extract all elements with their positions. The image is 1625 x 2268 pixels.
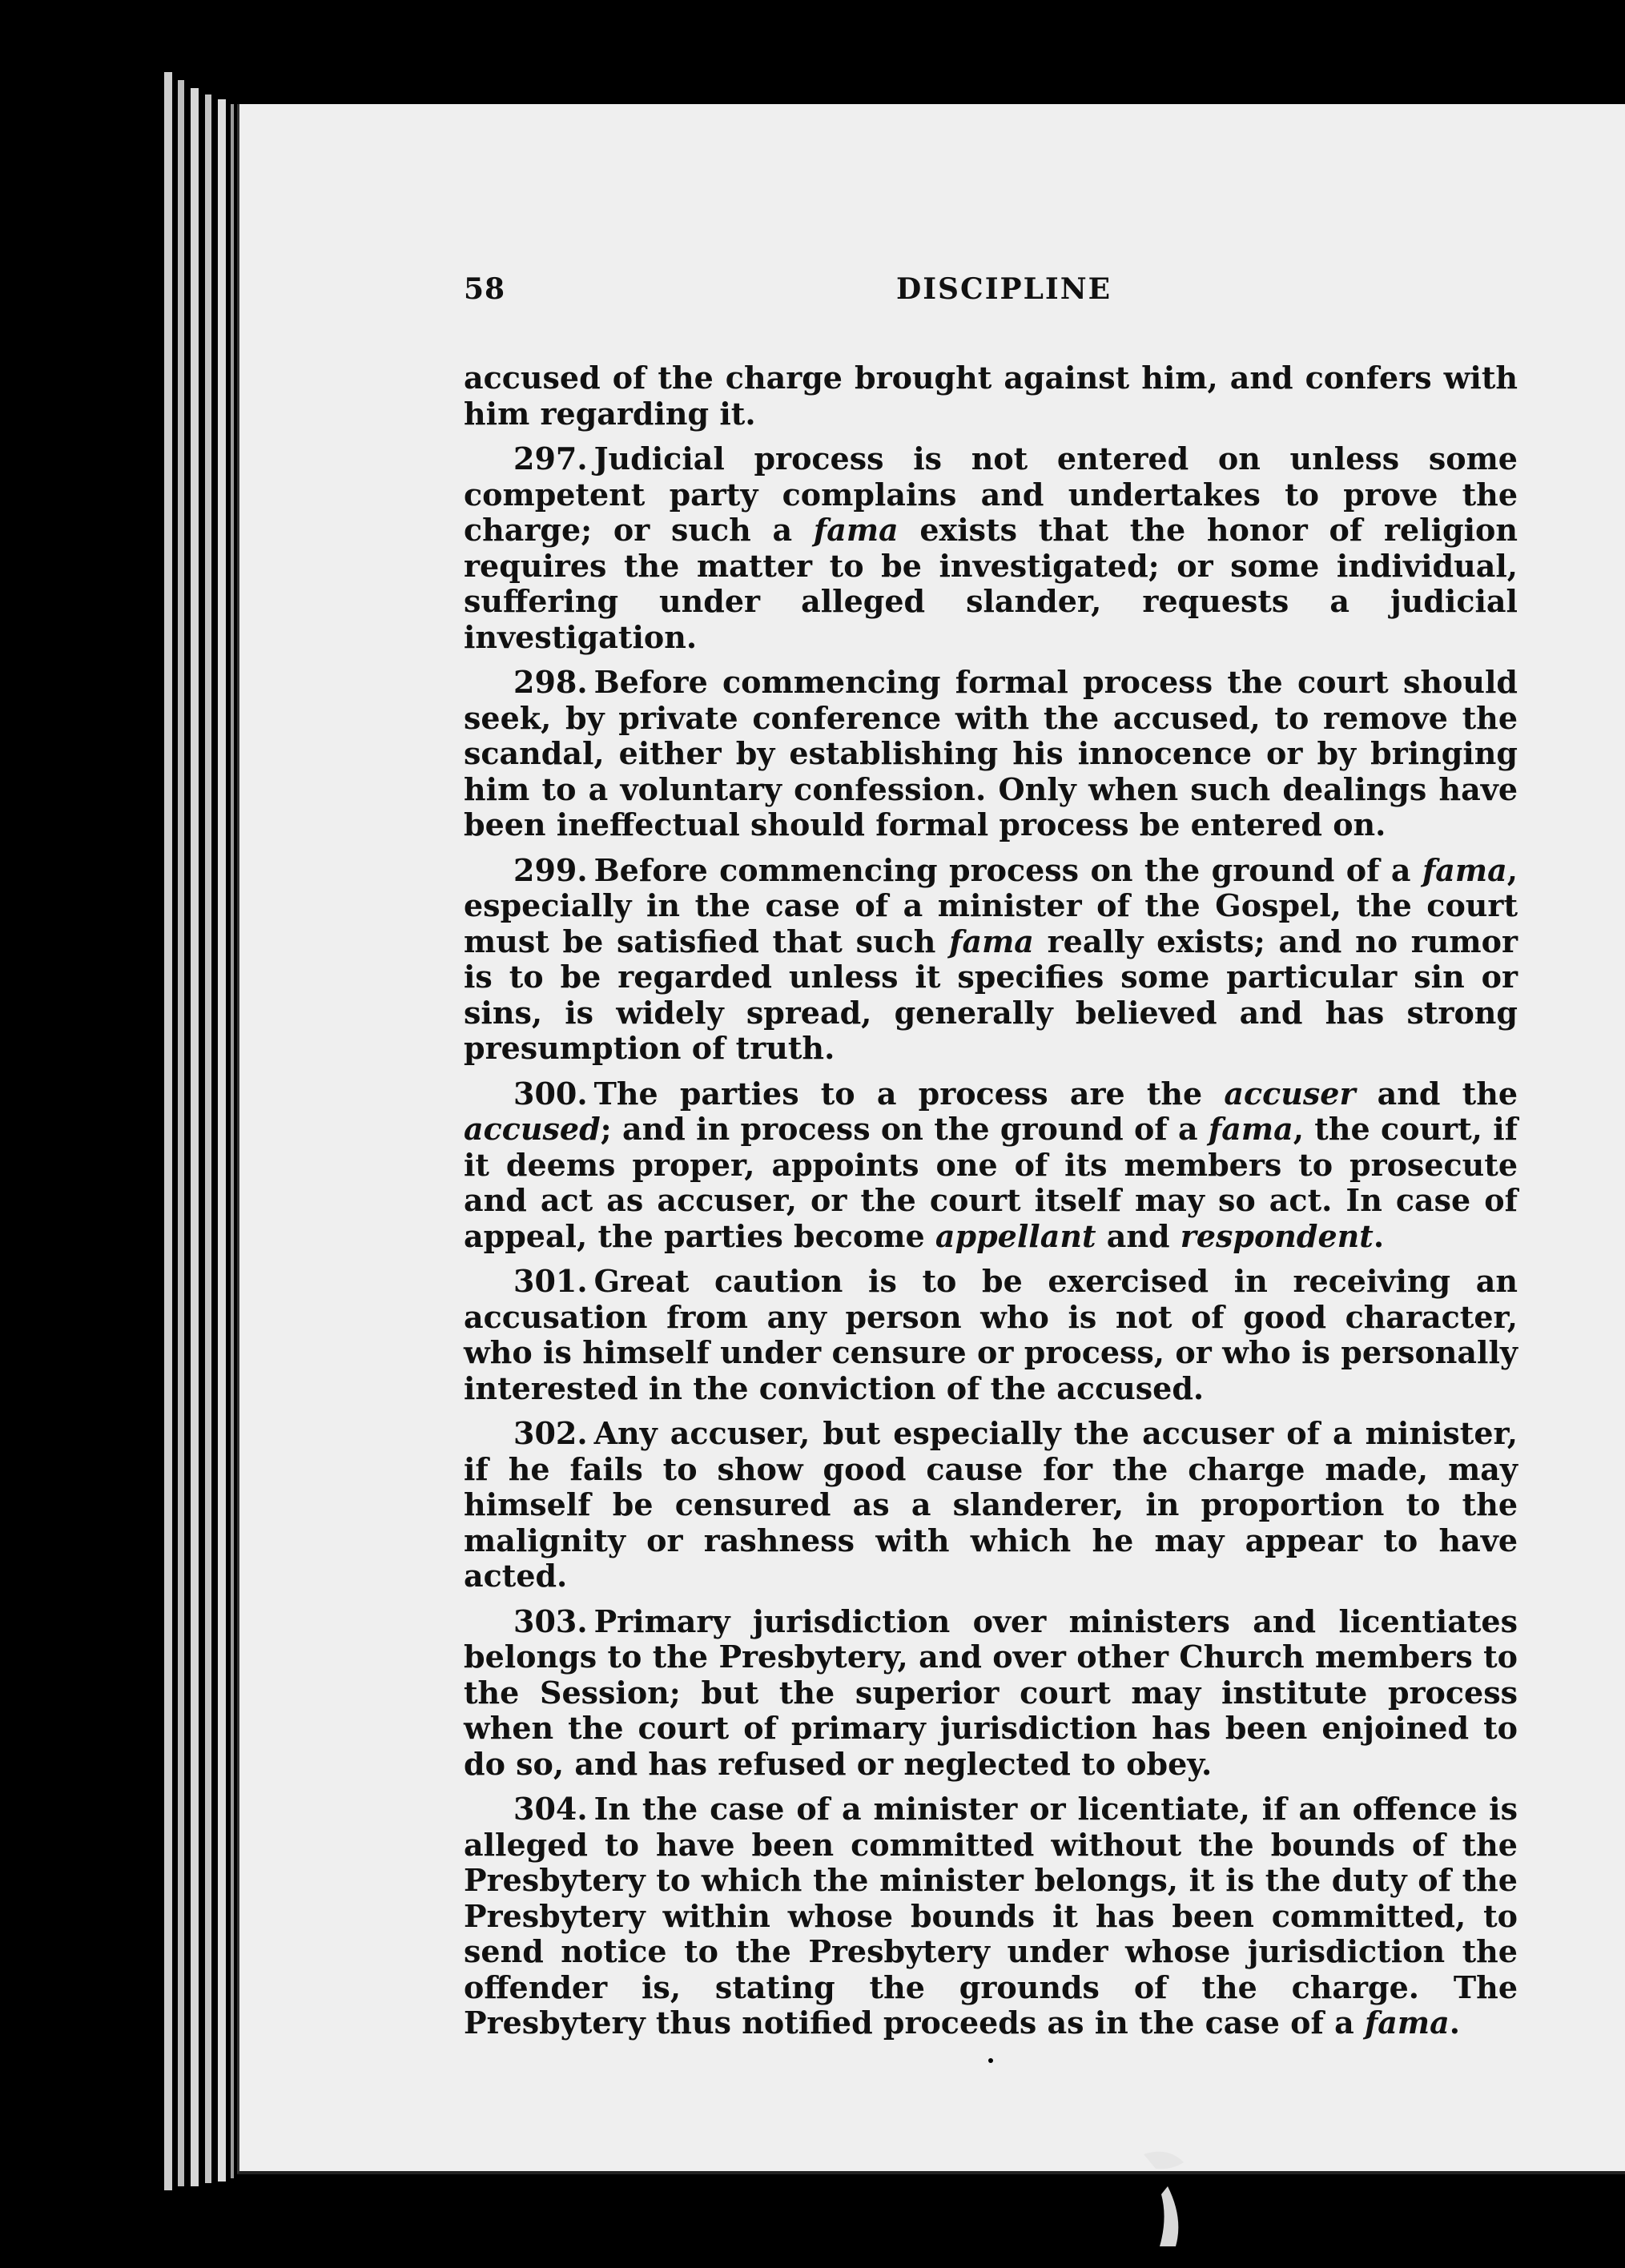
section-text: and the <box>1355 1075 1518 1112</box>
scan-speck <box>988 2058 993 2063</box>
book-page <box>237 104 1625 2174</box>
section-text: The parties to a process are the <box>593 1075 1225 1112</box>
scan-artifact <box>1112 2146 1208 2250</box>
section-paragraph <box>464 665 1518 843</box>
italic-term: fama <box>813 512 899 548</box>
italic-term: fama <box>1208 1111 1293 1147</box>
section-number: 303. <box>513 1602 588 1639</box>
section-text: , especially in the case of a minister of the Gospel, the court must be satisfied that such <box>464 851 1518 959</box>
section-text: Primary jurisdiction over ministers and licentiates belongs to the Presbytery, and over other Church members to the Session; but the superior court may institute process when the court of primary jurisdiction has been enjoined to do so, and has refused or neglected to obey. <box>464 1602 1518 1782</box>
section-number: 300. <box>513 1075 588 1112</box>
running-title: DISCIPLINE <box>896 272 1112 306</box>
italic-term: accused <box>464 1111 601 1147</box>
italic-term: fama <box>1422 851 1507 888</box>
section-text: , the court, if it deems proper, appoints one of its members to prosecute and act as accuser, or the court itself may so act. In case of appeal, the parties become <box>464 1111 1518 1254</box>
section-paragraph <box>464 853 1518 1067</box>
italic-term: appellant <box>935 1217 1096 1254</box>
page-edge <box>231 104 234 2178</box>
section-paragraph <box>464 1604 1518 1783</box>
italic-term: fama <box>949 923 1034 959</box>
page-edge <box>205 94 211 2183</box>
section-text: Great caution is to be exercised in receiving an accusation from any person who is not of good character, who is himself under censure or process, or who is personally interested in the conviction of the accused. <box>464 1263 1518 1406</box>
lead-paragraph: accused of the charge brought against him, and confers with him regarding it. <box>464 360 1518 432</box>
italic-term: respondent <box>1180 1217 1374 1254</box>
section-number: 301. <box>513 1263 588 1299</box>
section-text: really exists; and no rumor is to be regarded unless it specifies some particular sin or sins, is widely spread, generally believed and has strong presumption of truth. <box>464 923 1518 1066</box>
running-header <box>464 272 1625 320</box>
page-edge <box>191 88 199 2186</box>
section-text: exists that the honor of religion requires the matter to be investigated; or some individual, suffering under alleged slander, requests a judicial investigation. <box>464 512 1518 655</box>
section-text: and <box>1096 1217 1181 1254</box>
section-text: . <box>1373 1217 1385 1254</box>
section-text: Judicial process is not entered on unless some competent party complains and undertakes to prove the charge; or such a <box>464 440 1518 548</box>
section-text: In the case of a minister or licentiate, if an offence is alleged to have been committed without the bounds of the Presbytery to which the minister belongs, it is the duty of the Presbytery within whose bounds it has been committed, to send notice to the Presbytery under whose jurisdiction the offender is, stating the grounds of the charge. The Presbytery thus notified proceeds as in the case of a <box>464 1791 1518 2041</box>
section-paragraph <box>464 1076 1518 1255</box>
section-paragraph <box>464 1416 1518 1594</box>
section-paragraph <box>464 1264 1518 1406</box>
italic-term: fama <box>1364 2005 1450 2041</box>
page-number: 58 <box>464 272 506 306</box>
section-text: . <box>1449 2005 1460 2041</box>
section-number: 302. <box>513 1415 588 1451</box>
section-number: 297. <box>513 440 588 477</box>
page-edge <box>178 80 184 2186</box>
section-text: Any accuser, but especially the accuser of a minister, if he fails to show good cause for the charge made, may himself be censured as a slanderer, in proportion to the malignity or rashness with which he may appear to have acted. <box>464 1415 1518 1594</box>
section-paragraph <box>464 1791 1518 2041</box>
section-number: 299. <box>513 851 588 888</box>
section-number: 304. <box>513 1791 588 1827</box>
page-content <box>464 272 1625 2051</box>
section-text: ; and in process on the ground of a <box>600 1111 1209 1147</box>
section-text: Before commencing process on the ground of a <box>593 851 1422 888</box>
page-edge <box>164 72 172 2190</box>
section-number: 298. <box>513 664 588 700</box>
body-text <box>464 360 1518 2041</box>
italic-term: accuser <box>1224 1075 1356 1112</box>
page-edge <box>218 99 226 2182</box>
section-paragraph <box>464 441 1518 655</box>
section-text: Before commencing formal process the court should seek, by private conference with the accused, to remove the scandal, either by establishing his innocence or by bringing him to a voluntary confession. Only when such dealings have been ineffectual should formal process be entered on. <box>464 664 1518 842</box>
